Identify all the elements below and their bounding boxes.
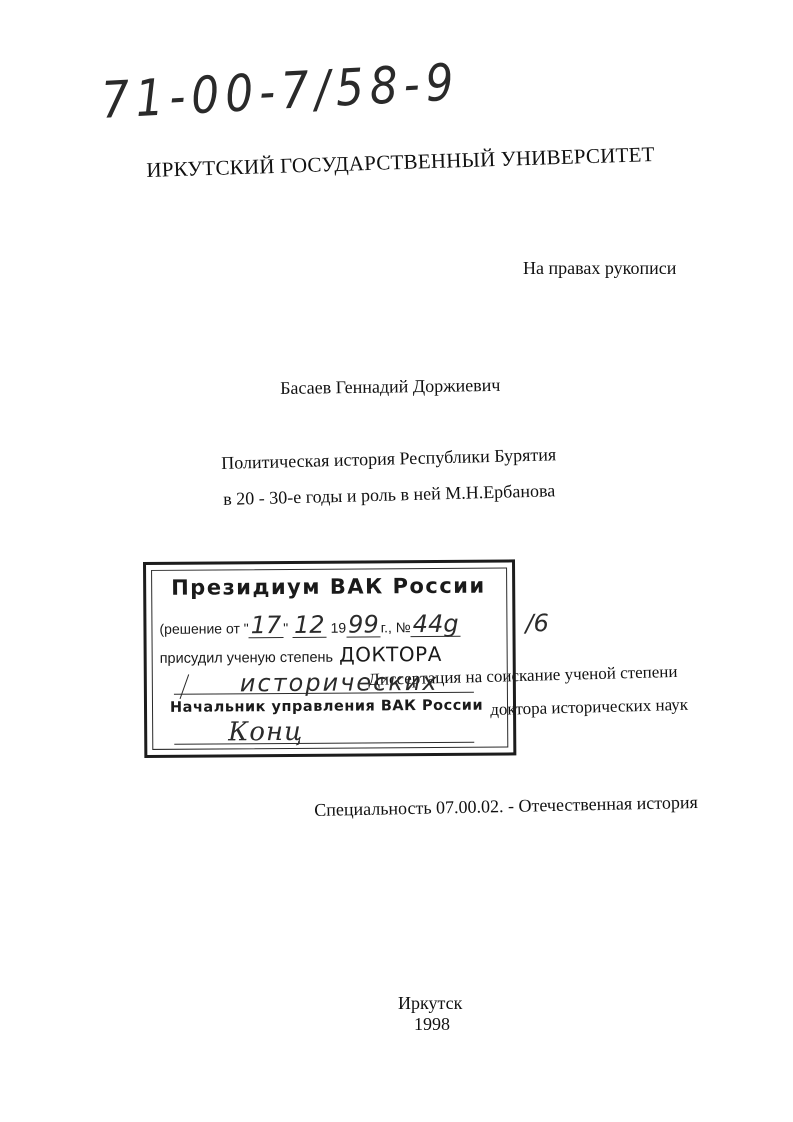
decision-year: 99 bbox=[348, 610, 379, 639]
awarded-text: присудил ученую степень bbox=[159, 649, 334, 667]
degree-level: ДОКТОРА bbox=[338, 641, 442, 667]
handwritten-number-suffix: /6 bbox=[525, 609, 549, 638]
stamp-signatory-title: Начальник управления ВАК России bbox=[169, 697, 484, 716]
stamp-awarded-row bbox=[160, 642, 442, 668]
year: 1998 bbox=[414, 1014, 450, 1034]
decision-day: 17 bbox=[250, 611, 282, 640]
stamp-decision-row bbox=[159, 609, 460, 640]
dissertation-title-line-1: Политическая история Республики Бурятия bbox=[221, 444, 557, 473]
degree-purpose-line-1: Диссертация на соискание ученой степени bbox=[368, 661, 678, 689]
city: Иркутск bbox=[398, 993, 463, 1013]
university-name: ИРКУТСКИЙ ГОСУДАРСТВЕННЫЙ УНИВЕРСИТЕТ bbox=[146, 142, 655, 182]
manuscript-rights-note: На правах рукописи bbox=[523, 258, 677, 278]
decision-month: 12 bbox=[294, 610, 325, 639]
handwritten-science-field: исторических bbox=[239, 667, 439, 698]
decision-year-prefix: 19 bbox=[330, 619, 347, 636]
dissertation-title-line-2: в 20 - 30-е годы и роль в ней М.Н.Ербанова bbox=[223, 480, 556, 509]
decision-number: 44g bbox=[412, 609, 459, 639]
specialty-line: Специальность 07.00.02. - Отечественная история bbox=[314, 791, 699, 820]
stamp-heading: Президиум ВАК России bbox=[171, 573, 486, 600]
author-name: Басаев Геннадий Доржиевич bbox=[280, 374, 501, 398]
handwritten-archive-code: 71-00-7/58-9 bbox=[100, 53, 462, 131]
decision-number-prefix: г., № bbox=[380, 619, 411, 636]
degree-purpose-line-2: доктора исторических наук bbox=[490, 694, 689, 719]
handwritten-signature: Конц bbox=[228, 716, 304, 748]
decision-prefix: (решение от " bbox=[159, 620, 249, 637]
decision-quote: " bbox=[283, 619, 289, 637]
